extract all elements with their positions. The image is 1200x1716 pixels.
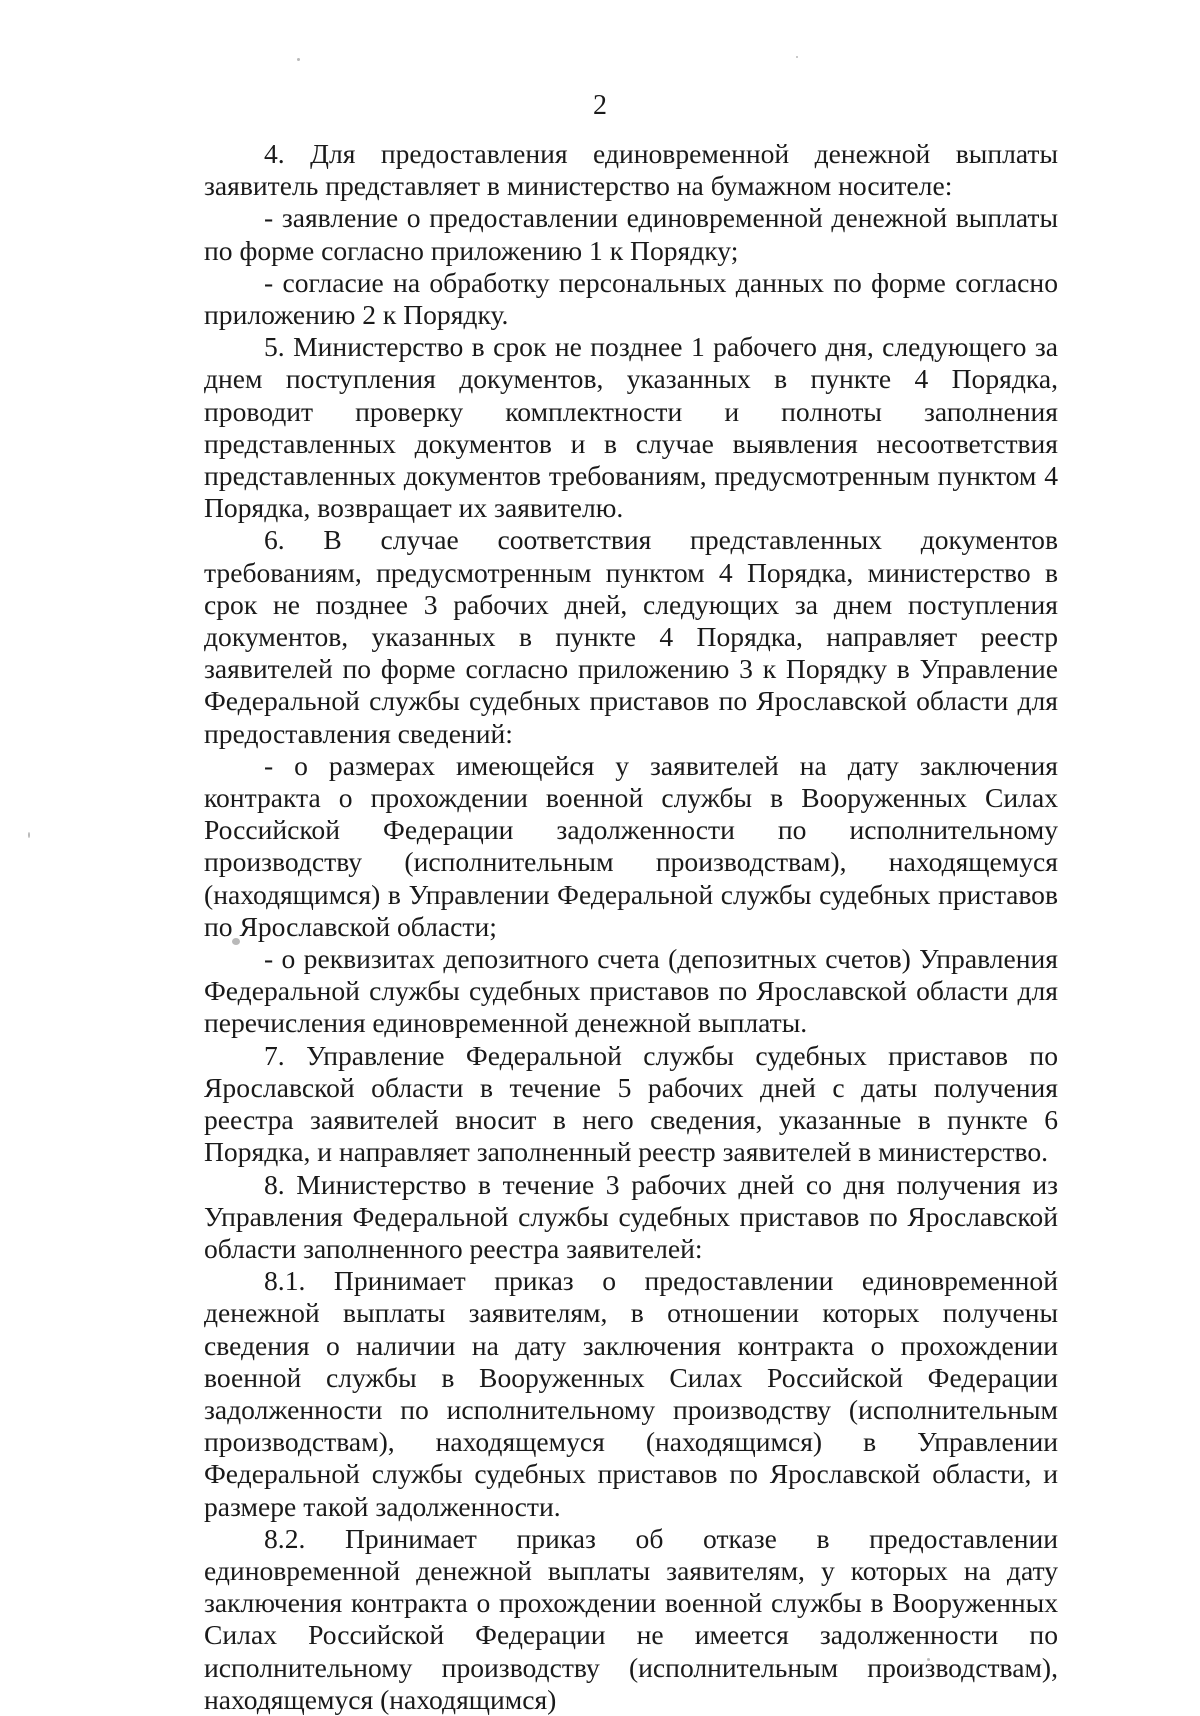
scan-speck	[28, 832, 30, 838]
paragraph-8-2: 8.2. Принимает приказ об отказе в предоставлении единовременной денежной выплаты заявителям, у которых на дату заключения контракта о прохождении военной службы в Вооруженных Силах Российской Федерации не имеется задолженности по исполнительному производству (исполнительным производствам), находящемуся (находящимся)	[204, 1522, 1058, 1715]
paragraph-8: 8. Министерство в течение 3 рабочих дней со дня получения из Управления Федеральной службы судебных приставов по Ярославской области заполненного реестра заявителей:	[204, 1168, 1058, 1264]
paragraph-4: 4. Для предоставления единовременной денежной выплаты заявитель представляет в министерство на бумажном носителе:	[204, 138, 1058, 202]
paragraph-6-item-debt: - о размерах имеющейся у заявителей на дату заключения контракта о прохождении военной службы в Вооруженных Силах Российской Федерации задолженности по исполнительному производству (исполнительным производствам), находящемуся (находящимся) в Управлении Федеральной службы судебных приставов по Ярославской области;	[204, 749, 1058, 942]
paragraph-6: 6. В случае соответствия представленных документов требованиям, предусмотренным пунктом 4 Порядка, министерство в срок не позднее 3 рабочих дней, следующих за днем поступления документов, указанных в пункте 4 Порядка, направляет реестр заявителей по форме согласно приложению 3 к Порядку в Управление Федеральной службы судебных приставов по Ярославской области для предоставления сведений:	[204, 524, 1058, 749]
paragraph-6-item-account: - о реквизитах депозитного счета (депозитных счетов) Управления Федеральной службы судебных приставов по Ярославской области для перечисления единовременной денежной выплаты.	[204, 943, 1058, 1039]
paragraph-7: 7. Управление Федеральной службы судебных приставов по Ярославской области в течение 5 рабочих дней с даты получения реестра заявителей вносит в него сведения, указанные в пункте 6 Порядка, и направляет заполненный реестр заявителей в министерство.	[204, 1039, 1058, 1168]
scan-speck	[297, 58, 300, 61]
document-body	[204, 138, 1058, 1716]
paragraph-4-item-application: - заявление о предоставлении единовременной денежной выплаты по форме согласно приложению 1 к Порядку;	[204, 202, 1058, 266]
paragraph-4-item-consent: - согласие на обработку персональных данных по форме согласно приложению 2 к Порядку.	[204, 266, 1058, 331]
paragraph-8-1: 8.1. Принимает приказ о предоставлении единовременной денежной выплаты заявителям, в отношении которых получены сведения о наличии на дату заключения контракта о прохождении военной службы в Вооруженных Силах Российской Федерации задолженности по исполнительному производству (исполнительным производствам), находящемуся (находящимся) в Управлении Федеральной службы судебных приставов по Ярославской области, и размере такой задолженности.	[204, 1265, 1058, 1522]
paragraph-5: 5. Министерство в срок не позднее 1 рабочего дня, следующего за днем поступления документов, указанных в пункте 4 Порядка, проводит проверку комплектности и полноты заполнения представленных документов и в случае выявления несоответствия представленных документов требованиям, предусмотренным пунктом 4 Порядка, возвращает их заявителю.	[204, 331, 1058, 524]
page-number: 2	[593, 90, 607, 121]
scan-speck	[796, 56, 798, 58]
